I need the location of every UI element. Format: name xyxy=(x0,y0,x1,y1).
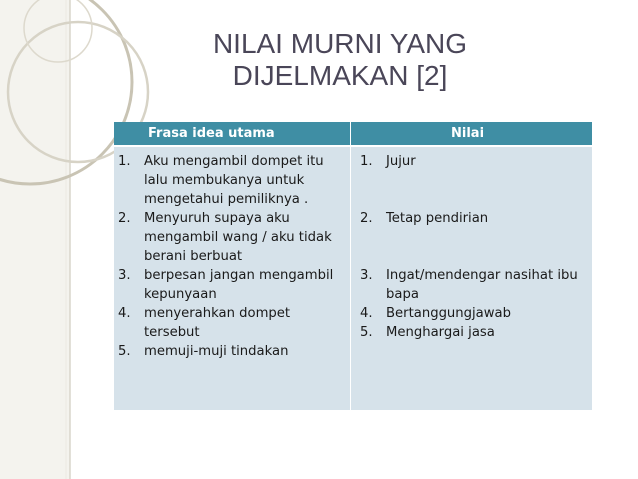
list-text: Menghargai jasa xyxy=(386,325,495,340)
header-phrase: Frasa idea utama xyxy=(148,126,275,141)
list-item xyxy=(118,266,344,304)
list-item xyxy=(360,323,588,342)
list-number: 5. xyxy=(118,344,131,359)
column-divider xyxy=(350,122,351,410)
list-item xyxy=(118,152,344,209)
list-item xyxy=(360,304,588,323)
list-number: 3. xyxy=(360,268,373,283)
values-table xyxy=(114,122,592,410)
list-text: Jujur xyxy=(386,154,416,169)
list-text: Tetap pendirian xyxy=(386,211,489,226)
header-divider xyxy=(114,145,592,147)
list-item xyxy=(118,209,344,266)
header-value: Nilai xyxy=(451,126,485,141)
list-text: menyerahkan dompet tersebut xyxy=(144,306,291,340)
list-number: 4. xyxy=(360,306,373,321)
list-number: 2. xyxy=(360,211,373,226)
page-title-line1: NILAI MURNI YANG xyxy=(212,28,468,59)
list-number: 4. xyxy=(118,306,131,321)
list-item xyxy=(360,152,588,209)
list-text: berpesan jangan mengambil kepunyaan xyxy=(144,268,334,302)
list-text: Aku mengambil dompet itu lalu membukanya untuk mengetahui pemiliknya . xyxy=(144,154,324,207)
list-text: Menyuruh supaya aku mengambil wang / aku tidak berani berbuat xyxy=(144,211,332,264)
list-number: 1. xyxy=(360,154,373,169)
list-number: 1. xyxy=(118,154,131,169)
list-item xyxy=(118,304,344,342)
page-title xyxy=(150,28,530,92)
phrase-column xyxy=(118,152,344,361)
table-header-row xyxy=(114,122,592,145)
list-number: 3. xyxy=(118,268,131,283)
list-item xyxy=(360,266,588,304)
list-text: memuji-muji tindakan xyxy=(144,344,289,359)
list-number: 2. xyxy=(118,211,131,226)
list-item xyxy=(360,209,588,266)
page-title-line2: DIJELMAKAN [2] xyxy=(232,60,448,91)
list-text: Bertanggungjawab xyxy=(386,306,512,321)
list-item xyxy=(118,342,344,361)
value-column xyxy=(360,152,588,342)
list-text: Ingat/mendengar nasihat ibu bapa xyxy=(386,268,578,302)
list-number: 5. xyxy=(360,325,373,340)
